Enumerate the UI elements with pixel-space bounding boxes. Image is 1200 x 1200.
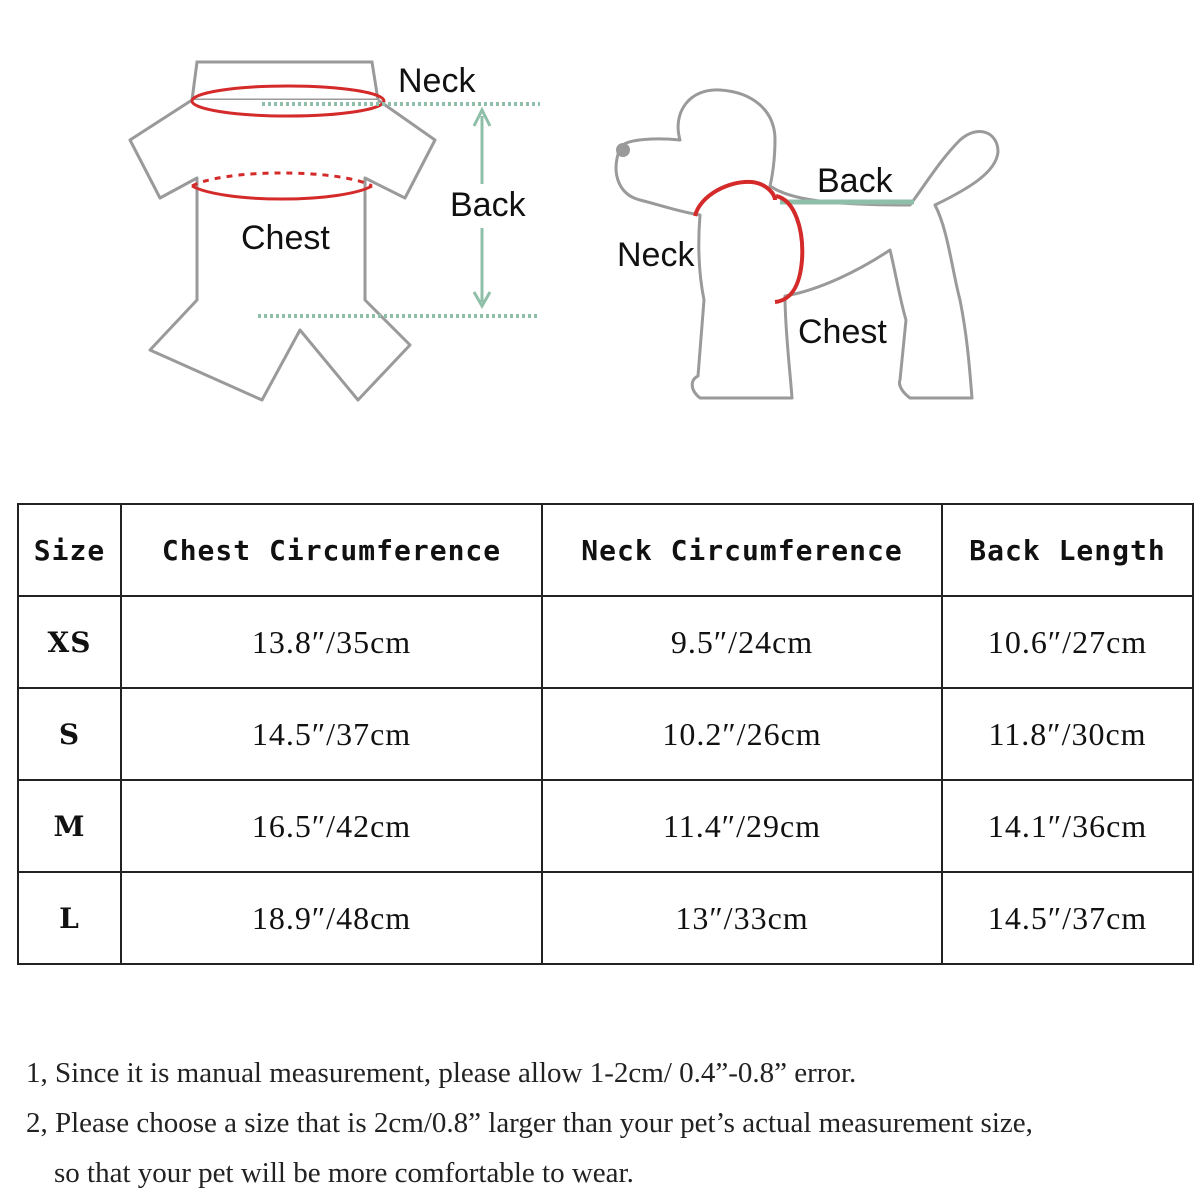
size-chart-table <box>17 503 1194 965</box>
neck-cell: 10.2″/26cm <box>542 688 942 780</box>
table-header-row <box>18 504 1193 596</box>
dog-nose <box>616 143 630 157</box>
chest-cell: 13.8″/35cm <box>121 596 542 688</box>
neck-cell: 11.4″/29cm <box>542 780 942 872</box>
measurement-notes <box>26 1048 1186 1198</box>
chest-cell: 16.5″/42cm <box>121 780 542 872</box>
chest-cell: 18.9″/48cm <box>121 872 542 964</box>
dog-neck-label: Neck <box>617 236 695 274</box>
back-cell: 14.5″/37cm <box>942 872 1193 964</box>
table-row <box>18 688 1193 780</box>
note-line-2: 2, Please choose a size that is 2cm/0.8” larger than your pet’s actual measurement size, <box>26 1107 1033 1139</box>
size-cell: S <box>18 688 121 780</box>
back-cell: 10.6″/27cm <box>942 596 1193 688</box>
dog-measurement-diagram <box>580 0 1200 430</box>
size-cell: L <box>18 872 121 964</box>
table-row <box>18 780 1193 872</box>
back-cell: 11.8″/30cm <box>942 688 1193 780</box>
table-row <box>18 872 1193 964</box>
dog-chest-label: Chest <box>798 313 887 351</box>
size-cell: XS <box>18 596 121 688</box>
garment-neck-label: Neck <box>398 62 476 100</box>
garment-chest-label: Chest <box>241 219 330 257</box>
garment-back-label: Back <box>450 186 526 224</box>
neck-cell: 9.5″/24cm <box>542 596 942 688</box>
garment-collar <box>192 62 378 100</box>
table-row <box>18 596 1193 688</box>
header-neck-circumference: Neck Circumference <box>542 504 942 596</box>
note-line-3: so that your pet will be more comfortable to wear. <box>54 1157 634 1189</box>
header-size: Size <box>18 504 121 596</box>
header-chest-circumference: Chest Circumference <box>121 504 542 596</box>
neck-cell: 13″/33cm <box>542 872 942 964</box>
header-back-length: Back Length <box>942 504 1193 596</box>
note-line-1: 1, Since it is manual measurement, please allow 1-2cm/ 0.4”-0.8” error. <box>26 1057 857 1089</box>
size-cell: M <box>18 780 121 872</box>
dog-back-label: Back <box>817 162 893 200</box>
garment-measurement-diagram <box>0 0 580 430</box>
back-cell: 14.1″/36cm <box>942 780 1193 872</box>
chest-cell: 14.5″/37cm <box>121 688 542 780</box>
size-chart-table-container <box>17 503 1192 965</box>
